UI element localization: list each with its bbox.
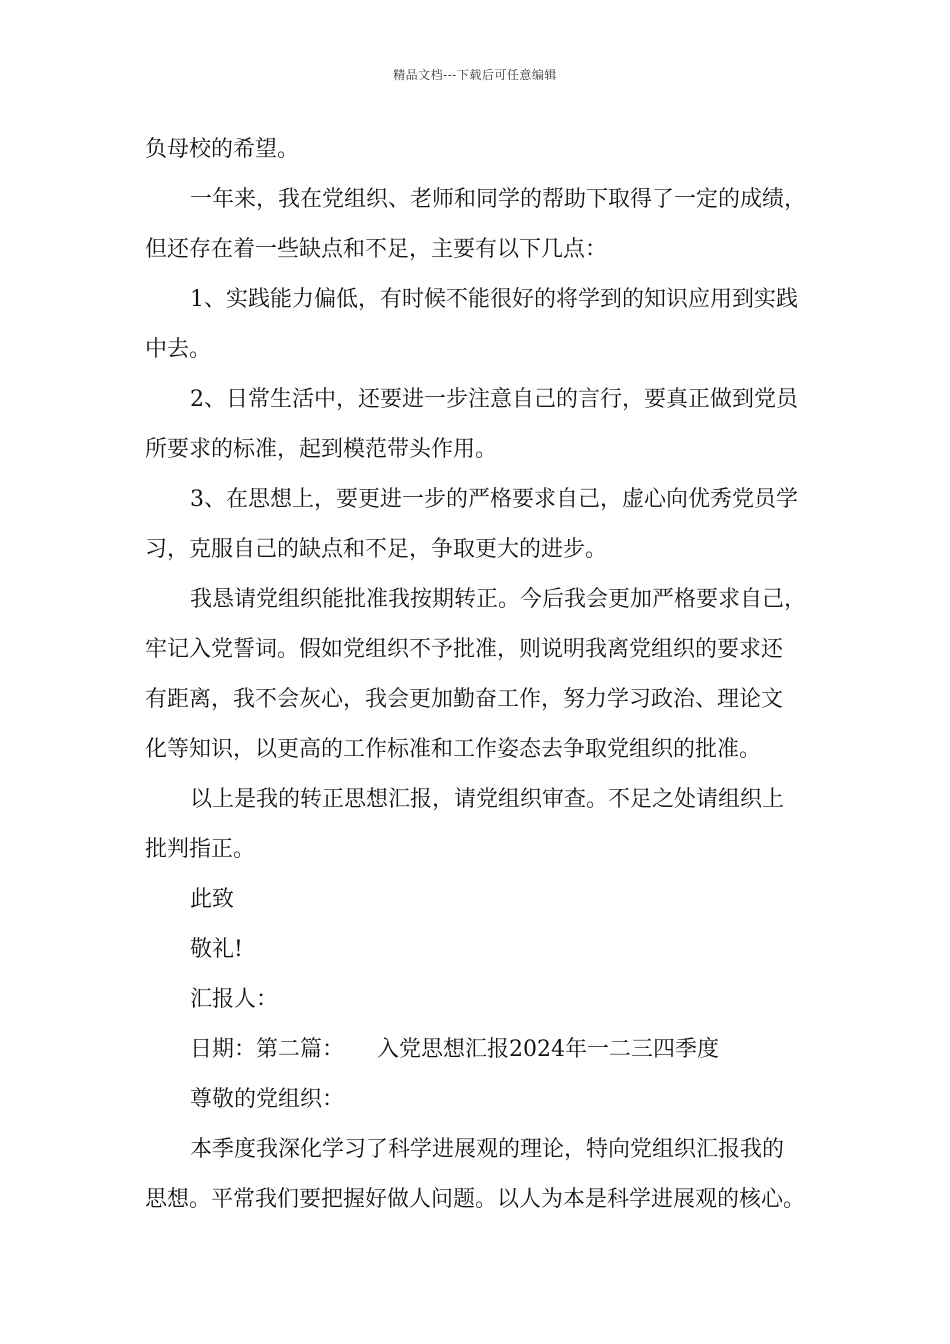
- text-line: 习，克服自己的缺点和不足，争取更大的进步。: [145, 537, 608, 562]
- text-line: 化等知识，以更高的工作标准和工作姿态去争取党组织的批准。: [145, 737, 762, 762]
- text-line: 3、在思想上，要更进一步的严格要求自己，虚心向优秀党员学: [190, 487, 798, 512]
- page-header: 精品文档---下载后可任意编辑: [393, 68, 557, 82]
- text-line: 所要求的标准，起到模范带头作用。: [145, 437, 498, 462]
- text-line: 我恳请党组织能批准我按期转正。今后我会更加严格要求自己，: [190, 587, 807, 612]
- reporter-line: 汇报人：: [190, 987, 279, 1012]
- date-line: 日期：第二篇： 入党思想汇报2024年一二三四季度: [190, 1037, 719, 1062]
- text-line: 思想。平常我们要把握好做人问题。以人为本是科学进展观的核心。: [145, 1187, 806, 1212]
- text-line: 负母校的希望。: [145, 137, 300, 162]
- text-line: 批判指正。: [145, 837, 256, 862]
- text-line: 中去。: [145, 337, 212, 362]
- text-line: 牢记入党誓词。假如党组织不予批准，则说明我离党组织的要求还: [145, 637, 784, 662]
- text-line: 1、实践能力偏低，有时候不能很好的将学到的知识应用到实践: [190, 287, 798, 312]
- text-line: 本季度我深化学习了科学进展观的理论，特向党组织汇报我的: [190, 1137, 785, 1162]
- closing-line: 敬礼!: [190, 937, 243, 962]
- salutation-line: 此致: [190, 887, 235, 912]
- text-line: 以上是我的转正思想汇报，请党组织审查。不足之处请组织上: [190, 787, 785, 812]
- text-line: 一年来，我在党组织、老师和同学的帮助下取得了一定的成绩，: [190, 187, 807, 212]
- text-line: 但还存在着一些缺点和不足，主要有以下几点：: [145, 237, 608, 262]
- text-line: 2、日常生活中，还要进一步注意自己的言行，要真正做到党员: [190, 387, 798, 412]
- text-line: 有距离，我不会灰心，我会更加勤奋工作，努力学习政治、理论文: [145, 687, 784, 712]
- greeting-line: 尊敬的党组织：: [190, 1087, 345, 1112]
